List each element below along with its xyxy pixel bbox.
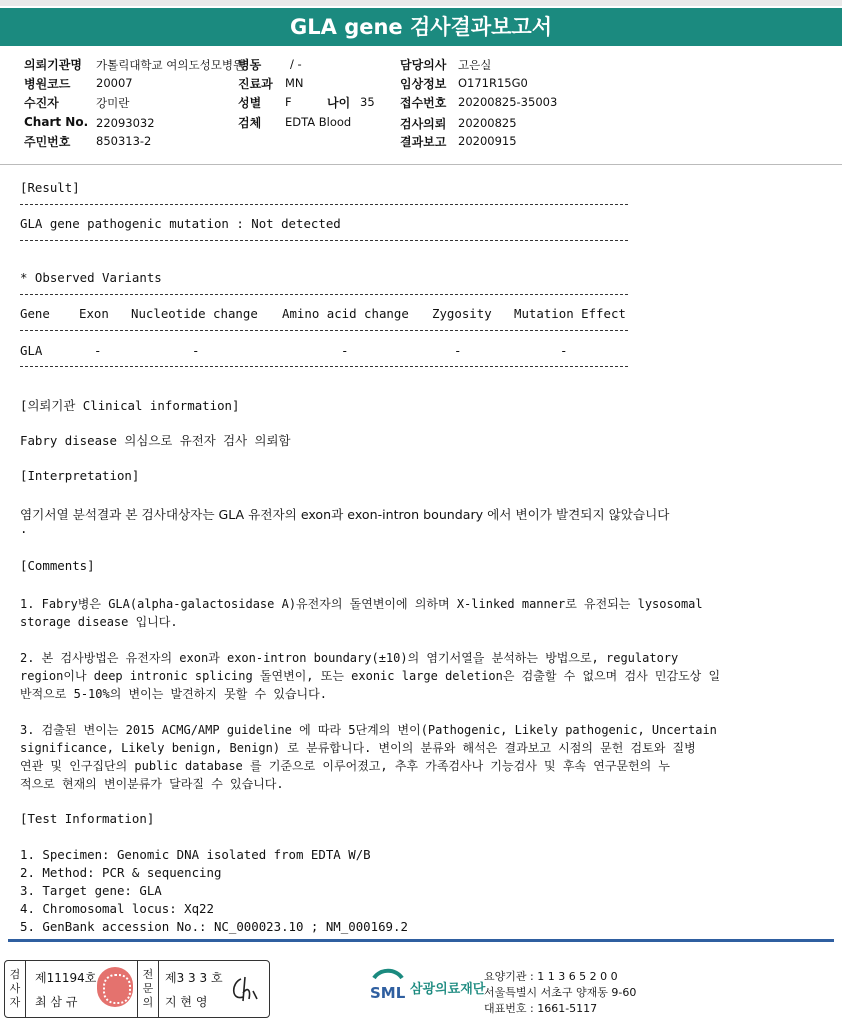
inspector-label-char: 사 — [9, 982, 21, 995]
cell-nucleotide: - — [192, 343, 200, 358]
comment-2-cont: region이나 deep intronic splicing 돌연변이, 또는 exonic large deletion은 검출할 수 없으며 검사 민감도상 일 — [20, 669, 721, 683]
inspector-label — [5, 961, 26, 1017]
clinical-info-label: 임상정보 — [400, 77, 447, 91]
patient-label: 수진자 — [24, 96, 59, 110]
comments-heading: [Comments] — [20, 558, 95, 573]
col-exon: Exon — [79, 306, 109, 321]
sml-logo-icon — [368, 968, 408, 1002]
interpretation-text-end: . — [20, 521, 28, 536]
sex-label: 성별 — [238, 96, 262, 110]
divider — [20, 294, 628, 295]
inspector-label-char: 검 — [9, 968, 21, 981]
cell-exon: - — [94, 343, 102, 358]
specialist-label-char: 의 — [142, 996, 154, 1009]
report-title: GLA gene 검사결과보고서 — [0, 8, 842, 46]
clinical-info-value: O171R15G0 — [458, 76, 528, 90]
variants-heading: * Observed Variants — [20, 270, 162, 285]
institution-code: 요양기관 : 1 1 3 6 5 2 0 0 — [484, 970, 618, 983]
sex-value: F — [285, 95, 292, 109]
seal-stamp — [97, 967, 133, 1007]
test-info-heading: [Test Information] — [20, 811, 155, 826]
age-value: 35 — [360, 95, 375, 109]
ssn-label: 주민번호 — [24, 135, 71, 149]
test-info-item: 5. GenBank accession No.: NC_000023.10 ; NM_000169.2 — [20, 919, 408, 934]
logo-text: SML — [370, 984, 406, 1002]
requester-label: 의뢰기관명 — [24, 58, 82, 72]
cell-effect: - — [560, 343, 568, 358]
signature-mark — [227, 971, 263, 1007]
ssn-value: 850313-2 — [96, 134, 152, 148]
col-gene: Gene — [20, 306, 50, 321]
chart-no-value: 22093032 — [96, 116, 155, 130]
inspector-label-char: 자 — [9, 996, 21, 1009]
receipt-value: 20200825-35003 — [458, 95, 558, 109]
age-label: 나이 — [327, 96, 351, 110]
request-date-value: 20200825 — [458, 116, 517, 130]
hospital-code-label: 병원코드 — [24, 77, 71, 91]
result-heading: [Result] — [20, 180, 80, 195]
divider — [20, 330, 628, 331]
receipt-label: 접수번호 — [400, 96, 447, 110]
report-header — [0, 46, 842, 165]
divider — [20, 366, 628, 367]
col-nucleotide: Nucleotide change — [131, 306, 258, 321]
specialist-label — [137, 961, 159, 1017]
comment-3-cont: 적으로 현재의 변이분류가 달라질 수 있습니다. — [20, 777, 284, 791]
doctor-value: 고은실 — [458, 58, 492, 72]
cell-gene: GLA — [20, 343, 43, 358]
comment-3-cont: significance, Likely benign, Benign) 로 분류합니다. 변이의 분류와 해석은 결과보고 시점의 문헌 검토와 질병 — [20, 741, 696, 755]
col-amino: Amino acid change — [282, 306, 409, 321]
test-info-item: 3. Target gene: GLA — [20, 883, 162, 898]
col-zygosity: Zygosity — [432, 306, 492, 321]
top-border — [0, 0, 842, 6]
cell-amino: - — [341, 343, 349, 358]
comment-1: 1. Fabry병은 GLA(alpha-galactosidase A)유전자의 돌연변이에 의하며 X-linked manner로 유전되는 lysosomal — [20, 597, 703, 611]
report-date-label: 결과보고 — [400, 135, 447, 149]
report-date-value: 20200915 — [458, 134, 517, 148]
clinical-text: Fabry disease 의심으로 유전자 검사 의뢰함 — [20, 433, 291, 448]
col-effect: Mutation Effect — [514, 306, 626, 321]
specialist-license: 제3 3 3 호 — [165, 971, 223, 985]
specialist-label-char: 문 — [142, 982, 154, 995]
address: 서울특별시 서초구 양재동 9-60 — [484, 986, 637, 999]
hospital-code-value: 20007 — [96, 76, 133, 90]
footer-divider — [8, 939, 834, 942]
divider — [20, 240, 628, 241]
ward-value: / - — [290, 57, 302, 71]
doctor-label: 담당의사 — [400, 58, 447, 72]
test-info-item: 2. Method: PCR & sequencing — [20, 865, 222, 880]
phone: 대표번호 : 1661-5117 — [484, 1002, 598, 1015]
test-info-item: 4. Chromosomal locus: Xq22 — [20, 901, 214, 916]
dept-value: MN — [285, 76, 304, 90]
signature-box — [4, 960, 270, 1018]
interpretation-text: 염기서열 분석결과 본 검사대상자는 GLA 유전자의 exon과 exon-intron boundary 에서 변이가 발견되지 않았습니다 — [20, 507, 670, 522]
request-date-label: 검사의뢰 — [400, 117, 447, 131]
inspector-name: 최 삼 규 — [35, 995, 78, 1009]
specimen-label: 검체 — [238, 116, 262, 130]
ward-label: 병동 — [238, 58, 262, 72]
report-footer — [0, 944, 842, 1024]
comment-2: 2. 본 검사방법은 유전자의 exon과 exon-intron boundary(±10)의 염기서열을 분석하는 방법으로, regulatory — [20, 651, 679, 665]
comment-3-cont: 연관 및 인구집단의 public database 를 기준으로 이루어졌고, 추후 가족검사나 기능검사 및 후속 연구문헌의 누 — [20, 759, 671, 773]
brand-name: 삼광의료재단 — [410, 982, 486, 997]
divider — [20, 204, 628, 205]
cell-zygosity: - — [454, 343, 462, 358]
inspector-license: 제11194호 — [35, 971, 97, 985]
comment-1-cont: storage disease 입니다. — [20, 615, 178, 629]
specialist-label-char: 전 — [142, 968, 154, 981]
interpretation-heading: [Interpretation] — [20, 468, 140, 483]
chart-no-label: Chart No. — [24, 115, 89, 129]
dept-label: 진료과 — [238, 77, 273, 91]
comment-2-cont: 반적으로 5-10%의 변이는 발견하지 못할 수 있습니다. — [20, 687, 327, 701]
specialist-name: 지 현 영 — [165, 995, 208, 1009]
requester-value: 가톨릭대학교 여의도성모병원 — [96, 58, 245, 72]
specimen-value: EDTA Blood — [285, 115, 352, 129]
patient-value: 강미란 — [96, 96, 130, 110]
test-info-item: 1. Specimen: Genomic DNA isolated from EDTA W/B — [20, 847, 371, 862]
comment-3: 3. 검출된 변이는 2015 ACMG/AMP guideline 에 따라 5단계의 변이(Pathogenic, Likely pathogenic, Uncertain — [20, 723, 717, 737]
result-line: GLA gene pathogenic mutation : Not detected — [20, 216, 341, 231]
clinical-heading: [의뢰기관 Clinical information] — [20, 398, 240, 413]
